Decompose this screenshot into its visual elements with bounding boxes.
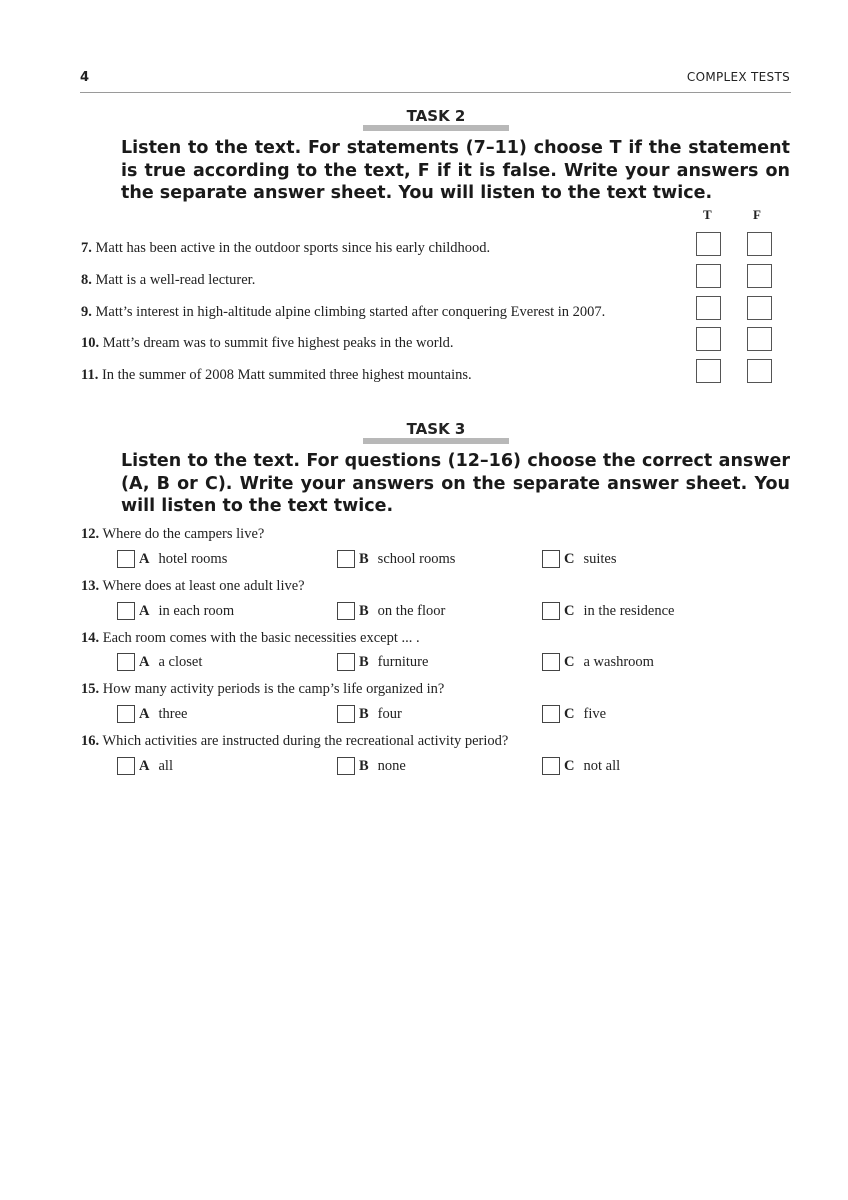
- statement-text: Matt’s dream was to summit five highest peaks in the world.: [102, 335, 454, 351]
- statement-number: 10.: [81, 335, 100, 351]
- option-text: hotel rooms: [158, 550, 228, 567]
- question-16: [81, 733, 508, 750]
- page-number: 4: [80, 70, 90, 85]
- option-15-b[interactable]: [337, 705, 402, 723]
- answer-checkbox[interactable]: [542, 705, 560, 723]
- false-checkbox-7[interactable]: [747, 232, 772, 256]
- question-number: 16.: [81, 733, 100, 749]
- option-13-b[interactable]: [337, 602, 445, 620]
- true-checkbox-11[interactable]: [696, 359, 721, 383]
- option-letter: B: [359, 757, 369, 774]
- option-letter: C: [564, 653, 575, 670]
- option-letter: B: [359, 705, 369, 722]
- answer-checkbox[interactable]: [337, 653, 355, 671]
- task2-instructions: Listen to the text. For statements (7–11) choose T if the statement is true according to the text, F if it is false. Write your answers on the separate answer sheet. You will listen to the text twice.: [121, 138, 790, 203]
- statement-number: 9.: [81, 304, 92, 320]
- task3-instructions: Listen to the text. For questions (12–16) choose the correct answer (A, B or C). Write your answers on the separate answer sheet. You will listen to the text twice.: [121, 451, 790, 516]
- option-16-a[interactable]: [117, 757, 173, 775]
- option-12-c[interactable]: [542, 550, 617, 568]
- true-checkbox-9[interactable]: [696, 296, 721, 320]
- question-text: Where do the campers live?: [102, 526, 265, 542]
- option-text: a washroom: [583, 653, 654, 670]
- option-letter: C: [564, 757, 575, 774]
- option-16-b[interactable]: [337, 757, 406, 775]
- statement-number: 8.: [81, 272, 92, 288]
- option-text: four: [377, 705, 402, 722]
- option-text: not all: [583, 757, 621, 774]
- false-checkbox-11[interactable]: [747, 359, 772, 383]
- false-checkbox-9[interactable]: [747, 296, 772, 320]
- option-letter: A: [139, 757, 150, 774]
- false-checkbox-8[interactable]: [747, 264, 772, 288]
- answer-checkbox[interactable]: [337, 705, 355, 723]
- answer-checkbox[interactable]: [117, 757, 135, 775]
- answer-checkbox[interactable]: [117, 653, 135, 671]
- task3-title-bar: [363, 438, 509, 444]
- false-checkbox-10[interactable]: [747, 327, 772, 351]
- statement-text: Matt is a well-read lecturer.: [95, 272, 256, 288]
- question-14: [81, 630, 420, 647]
- task3-title: TASK 3: [406, 420, 466, 438]
- option-12-b[interactable]: [337, 550, 455, 568]
- option-text: a closet: [158, 653, 203, 670]
- option-letter: C: [564, 602, 575, 619]
- option-letter: A: [139, 653, 150, 670]
- option-text: five: [583, 705, 607, 722]
- option-15-c[interactable]: [542, 705, 606, 723]
- question-number: 14.: [81, 630, 100, 646]
- true-column-header: T: [703, 207, 712, 222]
- question-13: [81, 578, 305, 595]
- option-text: three: [158, 705, 188, 722]
- option-13-a[interactable]: [117, 602, 234, 620]
- header-rule: [80, 92, 791, 93]
- statement-10: [81, 335, 454, 352]
- answer-checkbox[interactable]: [542, 653, 560, 671]
- statement-text: Matt has been active in the outdoor sports since his early childhood.: [95, 240, 491, 256]
- option-12-a[interactable]: [117, 550, 227, 568]
- statement-8: [81, 272, 255, 289]
- true-checkbox-10[interactable]: [696, 327, 721, 351]
- option-14-c[interactable]: [542, 653, 654, 671]
- statement-7: [81, 240, 490, 257]
- option-letter: B: [359, 602, 369, 619]
- option-letter: A: [139, 602, 150, 619]
- question-12: [81, 526, 264, 543]
- answer-checkbox[interactable]: [542, 550, 560, 568]
- option-letter: C: [564, 550, 575, 567]
- option-text: on the floor: [377, 602, 446, 619]
- option-15-a[interactable]: [117, 705, 187, 723]
- answer-checkbox[interactable]: [337, 550, 355, 568]
- option-letter: C: [564, 705, 575, 722]
- option-16-c[interactable]: [542, 757, 620, 775]
- statement-11: [81, 367, 472, 384]
- question-text: How many activity periods is the camp’s life organized in?: [102, 681, 445, 697]
- question-text: Each room comes with the basic necessities except ... .: [102, 630, 420, 646]
- answer-checkbox[interactable]: [337, 602, 355, 620]
- option-13-c[interactable]: [542, 602, 674, 620]
- statement-text: In the summer of 2008 Matt summited three highest mountains.: [101, 367, 472, 383]
- statement-number: 11.: [81, 367, 99, 383]
- option-text: in the residence: [583, 602, 675, 619]
- task2-title: TASK 2: [406, 107, 466, 125]
- option-text: none: [377, 757, 406, 774]
- option-14-a[interactable]: [117, 653, 202, 671]
- answer-checkbox[interactable]: [542, 757, 560, 775]
- option-letter: A: [139, 705, 150, 722]
- option-14-b[interactable]: [337, 653, 428, 671]
- question-text: Which activities are instructed during the recreational activity period?: [102, 733, 509, 749]
- true-checkbox-7[interactable]: [696, 232, 721, 256]
- option-text: school rooms: [377, 550, 456, 567]
- question-number: 13.: [81, 578, 100, 594]
- option-text: in each room: [158, 602, 235, 619]
- option-text: suites: [583, 550, 617, 567]
- false-column-header: F: [753, 207, 761, 222]
- option-letter: B: [359, 653, 369, 670]
- answer-checkbox[interactable]: [117, 602, 135, 620]
- statement-9: [81, 304, 605, 321]
- answer-checkbox[interactable]: [117, 705, 135, 723]
- answer-checkbox[interactable]: [117, 550, 135, 568]
- true-checkbox-8[interactable]: [696, 264, 721, 288]
- option-letter: B: [359, 550, 369, 567]
- statement-number: 7.: [81, 240, 92, 256]
- option-text: all: [158, 757, 173, 774]
- task2-title-bar: [363, 125, 509, 131]
- running-header: COMPLEX TESTS: [686, 70, 790, 84]
- question-text: Where does at least one adult live?: [102, 578, 305, 594]
- question-number: 15.: [81, 681, 100, 697]
- answer-checkbox[interactable]: [542, 602, 560, 620]
- answer-checkbox[interactable]: [337, 757, 355, 775]
- statement-text: Matt’s interest in high-altitude alpine climbing started after conquering Everest in 2007.: [95, 304, 606, 320]
- option-letter: A: [139, 550, 150, 567]
- option-text: furniture: [377, 653, 429, 670]
- question-15: [81, 681, 444, 698]
- question-number: 12.: [81, 526, 100, 542]
